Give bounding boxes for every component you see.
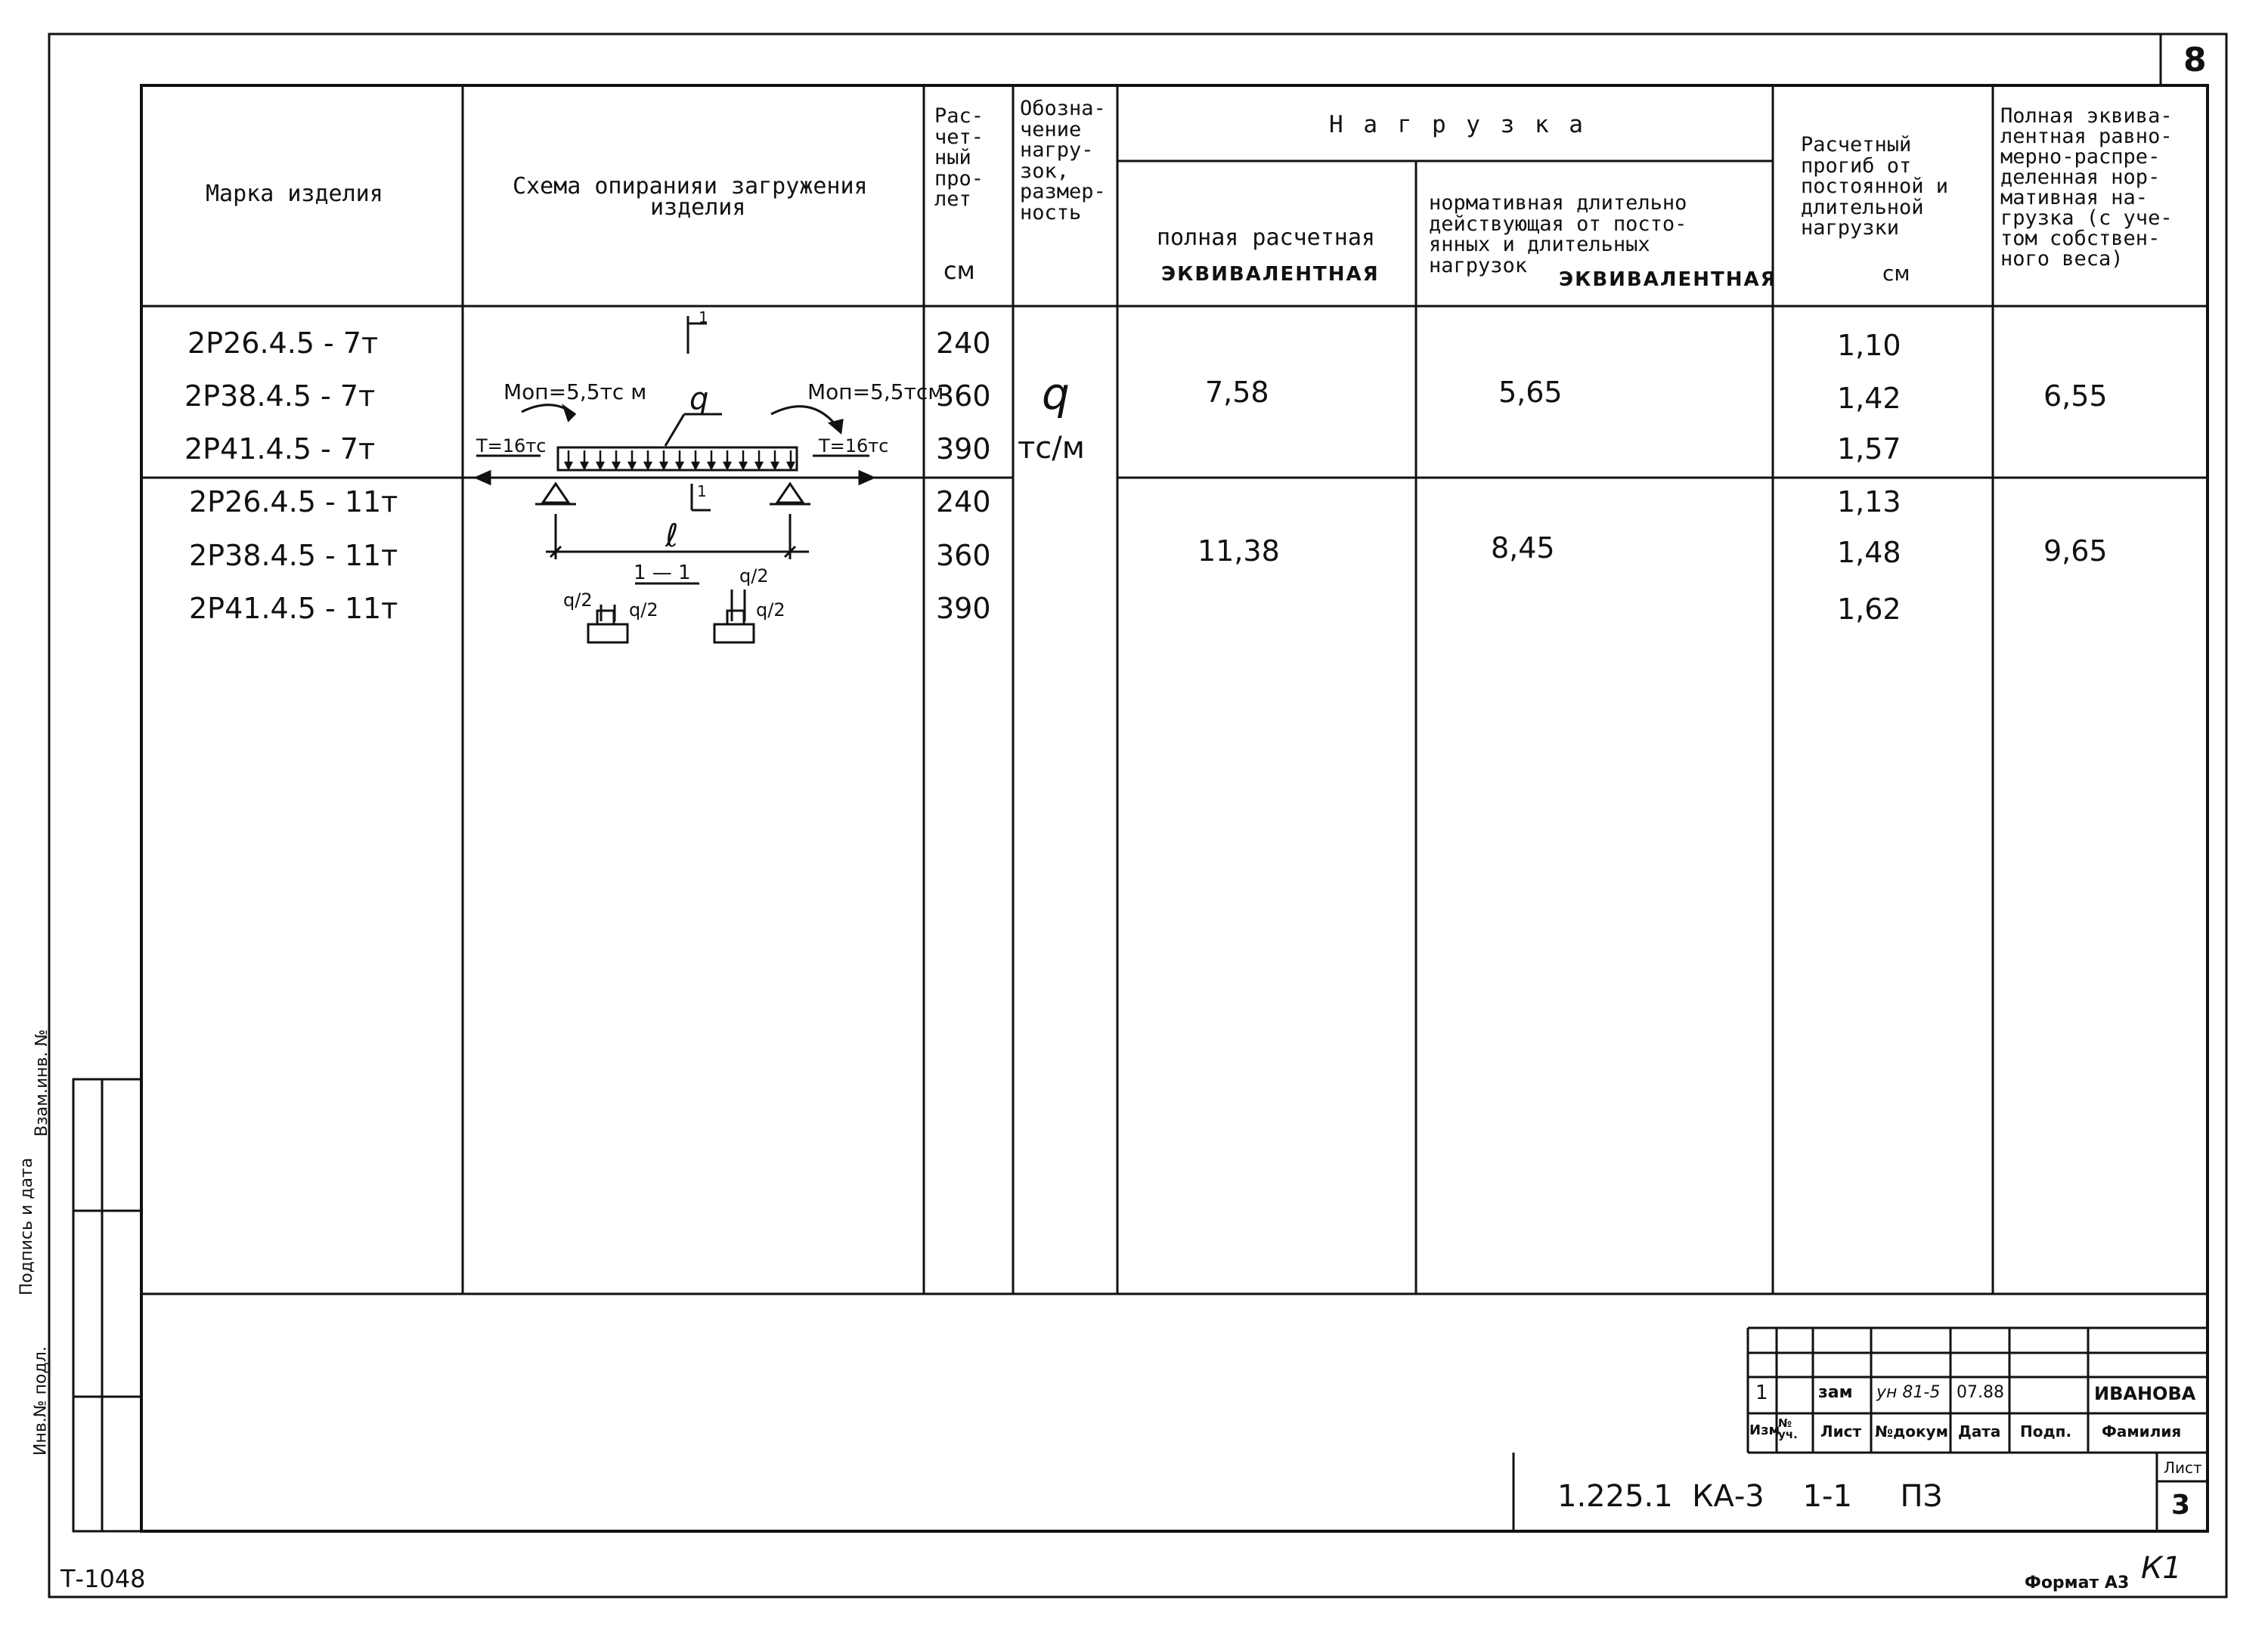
header-deflection-line: нагрузки	[1801, 216, 1900, 240]
header-span-line: ный	[934, 146, 971, 170]
group2-normative: 8,45	[1491, 531, 1555, 565]
header-deflection-line: длительной	[1801, 195, 1924, 219]
hdr-izm: Изм	[1749, 1422, 1780, 1438]
bottom-left-code: Т-1048	[60, 1564, 146, 1593]
document-designation: 1.225.1 КА-3 1-1 ПЗ	[1557, 1479, 1943, 1514]
scheme-q2-label: q/2	[563, 590, 593, 611]
table-row-deflection: 1,42	[1837, 382, 1901, 415]
table-row-mark: 2Р26.4.5 - 11т	[189, 485, 398, 518]
table-row-mark: 2Р26.4.5 - 7т	[187, 326, 379, 360]
table-row-deflection: 1,57	[1837, 432, 1901, 466]
load-arrow-head	[661, 463, 667, 469]
load-arrow-head	[772, 463, 778, 469]
hdr-uch: № уч.	[1778, 1416, 1798, 1441]
scheme-section-mark-top: 1	[699, 308, 708, 326]
load-arrow-head	[677, 463, 683, 469]
header-normative-line: действующая от посто-	[1429, 212, 1687, 236]
scheme-q-label: q	[689, 382, 709, 416]
header-deflection-line: Расчетный	[1801, 133, 1912, 156]
header-span-line: Рас-	[934, 104, 984, 128]
scheme-t-left: Т=16тс	[476, 435, 547, 456]
header-designation-line: чение	[1020, 117, 1082, 141]
header-deflection-line: прогиб от	[1801, 153, 1912, 178]
table-row-deflection: 1,62	[1837, 593, 1901, 626]
header-normative	[1429, 193, 1687, 276]
table-row-mark: 2Р41.4.5 - 11т	[189, 592, 398, 625]
header-deflection-line: постоянной и	[1801, 175, 1949, 199]
header-span-line: про-	[934, 166, 984, 190]
header-schema-1: Схема опиранияи загружения	[513, 173, 868, 200]
rev-izm: 1	[1755, 1382, 1768, 1404]
hdr-list: Лист	[1820, 1422, 1862, 1441]
table-row-mark: 2Р38.4.5 - 7т	[184, 379, 376, 413]
header-designation	[1020, 98, 1106, 223]
header-span-line: чет-	[934, 125, 984, 149]
header-designation-line: ность	[1020, 200, 1082, 224]
side-stamp-inv: Инв.№ подл.	[31, 1346, 51, 1456]
table-row-span: 390	[936, 432, 991, 466]
side-stamp-podpis: Подпись и дата	[17, 1157, 36, 1295]
header-normative-line: нагрузок	[1429, 253, 1528, 277]
header-full-calc-2: ЭКВИВАЛЕНТНАЯ	[1161, 263, 1380, 286]
header-normative-line: нормативная длительно	[1429, 191, 1687, 215]
load-arrow-head	[629, 463, 635, 469]
table-row-mark: 2Р41.4.5 - 7т	[184, 432, 376, 466]
load-arrow-head	[581, 463, 587, 469]
scheme-section-mark-bottom: 1	[697, 482, 707, 500]
scheme-t-right: Т=16тс	[819, 435, 889, 456]
table-row-span: 360	[936, 379, 991, 413]
load-arrow-head	[613, 463, 619, 469]
group1-equivalent: 6,55	[2043, 379, 2108, 413]
header-equivalent-line: Полная эквива-	[2000, 104, 2173, 128]
group2-full-calc: 11,38	[1198, 534, 1280, 568]
header-schema-2: изделия	[650, 194, 746, 221]
header-equivalent-line: том собствен-	[2000, 227, 2161, 250]
header-normative-line: янных и длительных	[1429, 233, 1650, 257]
scheme-q2-label: q/2	[756, 599, 785, 620]
load-arrow-head	[724, 463, 730, 469]
hdr-podp: Подп.	[2020, 1422, 2072, 1441]
header-span-line: лет	[934, 187, 971, 212]
format-label: Формат А3	[2025, 1574, 2130, 1592]
header-load: Н а г р у з к а	[1329, 111, 1586, 138]
page-number: 8	[2183, 41, 2207, 79]
rev-date: 07.88	[1957, 1383, 2004, 1402]
sheet-label: Лист	[2164, 1459, 2202, 1477]
load-arrow-head	[708, 463, 714, 469]
header-full-calc: полная расчетная	[1157, 224, 1375, 251]
header-equivalent-line: лентная равно-	[2000, 125, 2173, 148]
header-span-unit: см	[943, 256, 975, 285]
load-unit: тс/м	[1018, 431, 1085, 466]
scheme-q2-label: q/2	[739, 565, 769, 586]
scheme-section-label: 1 — 1	[634, 562, 691, 584]
scheme-moment-right: Моп=5,5тсм	[807, 379, 944, 404]
header-equivalent-line: ного веса)	[2000, 247, 2124, 271]
load-arrow-head	[645, 463, 651, 469]
side-stamp-vzam: Взам.инв. №	[32, 1029, 51, 1137]
table-row-span: 360	[936, 539, 991, 572]
sheet-number: 3	[2171, 1490, 2191, 1521]
header-equivalent-line: грузка (с уче-	[2000, 206, 2173, 230]
header-equivalent	[2000, 106, 2173, 269]
header-designation-line: зок,	[1020, 159, 1070, 183]
rev-list: зам	[1818, 1383, 1853, 1402]
rev-name: ИВАНОВА	[2094, 1383, 2196, 1404]
header-equivalent-line: мативная на-	[2000, 186, 2149, 209]
load-arrow-head	[692, 463, 699, 469]
group1-normative: 5,65	[1498, 376, 1563, 409]
hdr-doc: №докум	[1875, 1422, 1948, 1441]
header-deflection-unit: см	[1882, 261, 1910, 286]
table-row-span: 240	[936, 326, 991, 360]
header-normative-2: ЭКВИВАЛЕНТНАЯ	[1559, 268, 1777, 291]
stamp-mark: К1	[2141, 1551, 2182, 1586]
rev-doc: ун 81-5	[1876, 1383, 1941, 1402]
header-span	[934, 106, 984, 210]
table-row-span: 240	[936, 485, 991, 518]
header-equivalent-line: деленная нор-	[2000, 166, 2161, 189]
header-designation-line: нагру-	[1020, 138, 1094, 162]
table-row-deflection: 1,13	[1837, 485, 1901, 518]
load-arrow-head	[565, 463, 572, 469]
header-equivalent-line: мерно-распре-	[2000, 145, 2161, 169]
hdr-date: Дата	[1958, 1422, 2001, 1441]
header-marka: Марка изделия	[206, 181, 383, 207]
scheme-q2-label: q/2	[629, 599, 658, 620]
load-unit-symbol: q	[1042, 368, 1070, 419]
load-arrow-head	[756, 463, 762, 469]
load-arrow-head	[788, 463, 794, 469]
table-row-deflection: 1,10	[1837, 329, 1901, 362]
hdr-familia: Фамилия	[2102, 1422, 2182, 1441]
scheme-span-label: ℓ	[665, 517, 679, 554]
group1-full-calc: 7,58	[1205, 376, 1269, 409]
load-arrow-head	[740, 463, 746, 469]
header-deflection	[1801, 135, 1948, 239]
header-designation-line: Обозна-	[1020, 97, 1106, 120]
scheme-moment-left: Моп=5,5тс м	[503, 379, 647, 404]
header-designation-line: размер-	[1020, 180, 1106, 204]
table-row-deflection: 1,48	[1837, 536, 1901, 569]
table-row-span: 390	[936, 592, 991, 625]
load-arrow-head	[597, 463, 603, 469]
group2-equivalent: 9,65	[2043, 534, 2108, 568]
table-row-mark: 2Р38.4.5 - 11т	[189, 539, 398, 572]
